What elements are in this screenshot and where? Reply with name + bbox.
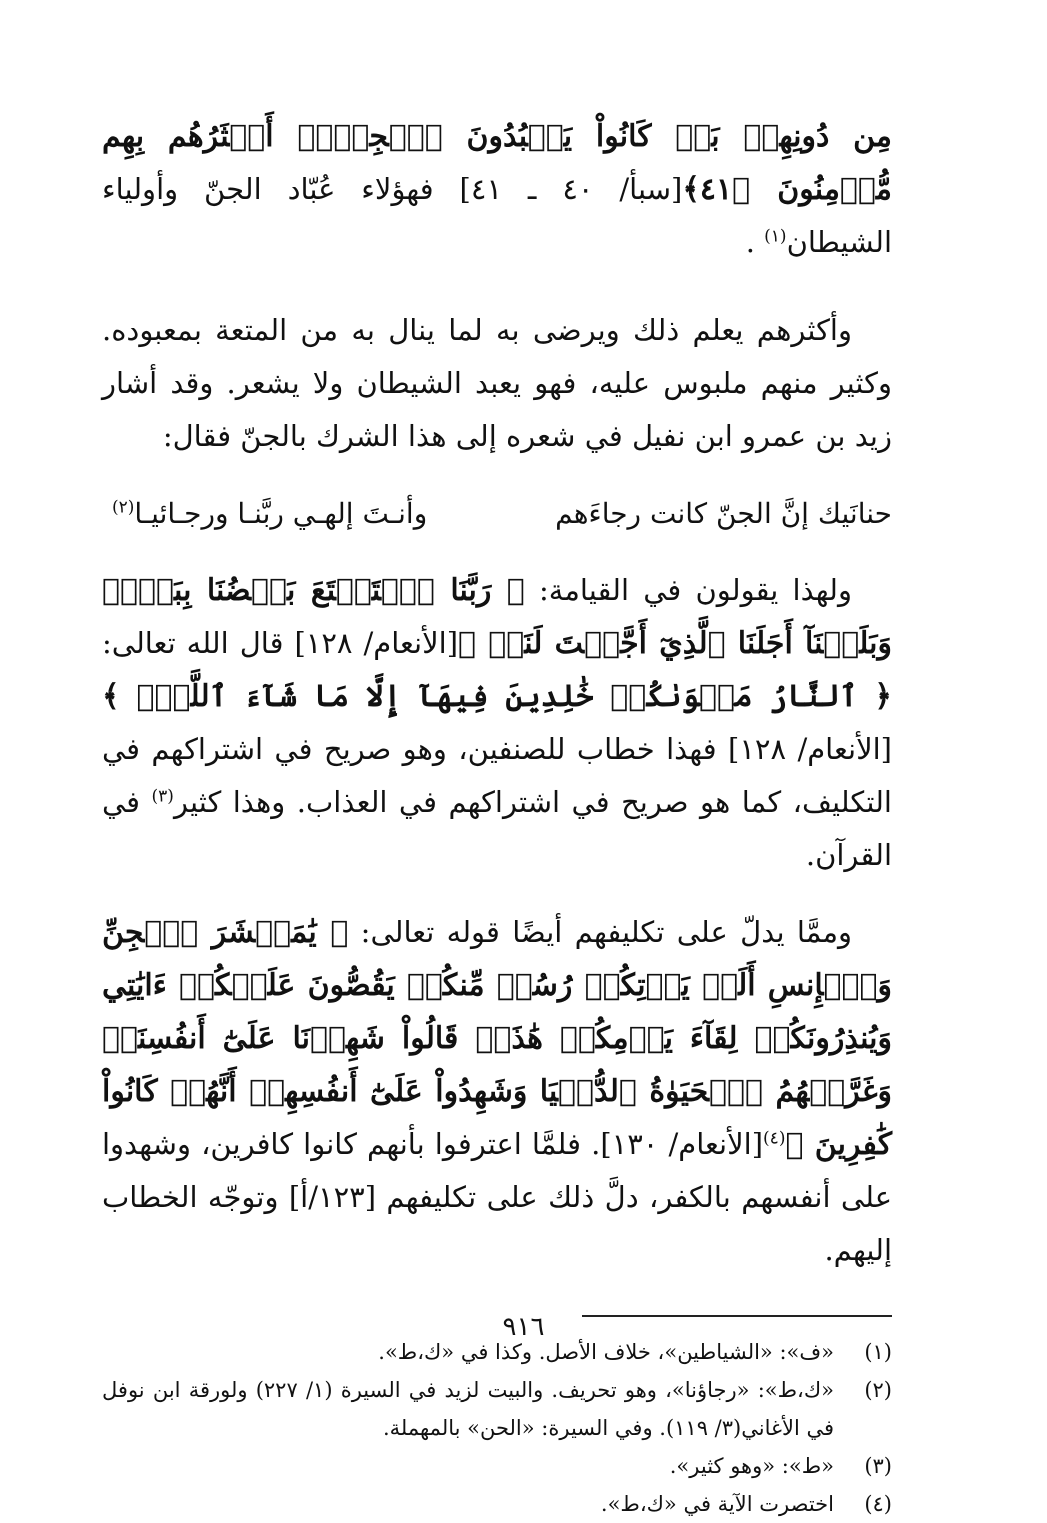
quran-verse: مِن دُونِهِمۖ بَلۡ كَانُواْ يَعۡبُدُونَ ٱلۡجِنَّۖ أَكۡثَرُهُم بِهِم مُّؤۡمِنُونَ ﴿٤١﴾ [102,119,892,207]
verse-first-hemistich: حنانَيك إنَّ الجنّ كانت رجاءَهم [555,497,892,530]
paragraph-text: [سبأ/ ٤٠ ـ ٤١] فهؤلاء عُبّاد الجنّ وأولياء الشيطان [102,172,892,259]
paragraph-text: في القرآن. [102,785,892,872]
paragraph-text: وممَّا يدلّ على تكليفهم أيضًا قوله تعالى: [348,915,852,949]
footnote-ref[interactable]: (١) [764,226,787,247]
page-body [102,110,892,1516]
footnote-text: «ك،ط»: «رجاؤنا»، وهو تحريف. والبيت لزيد في السيرة (١/ ٢٢٧) ولورقة ابن نوفل في الأغاني(٣/ ١١٩). وفي السيرة: «الحن» بالمهملة. [102,1378,834,1440]
footnote-ref[interactable]: (٣) [151,786,174,807]
paragraph-continuation [102,110,892,269]
footnote [102,1371,892,1447]
footnote-ref[interactable]: (٢) [112,497,135,518]
paragraph-text: [الأنعام/ ١٣٠]. فلمَّا اعترفوا بأنهم كانوا كافرين، وشهدوا على أنفسهم بالكفر، دلَّ ذلك على تكليفهم [١٢٣/أ] وتوجّه الخطاب إليهم. [102,1127,892,1267]
footnote [102,1485,892,1523]
footnote-number: (٣) [864,1454,892,1478]
footnote-text: اختصرت الآية في «ك،ط». [600,1492,834,1516]
paragraph-text: [الأنعام/ ١٢٨] فهذا خطاب للصنفين، وهو صريح في اشتراكهم في التكليف، كما هو صريح في اشتراكهم في العذاب. وهذا كثير [102,732,892,819]
footnote-number: (٤) [864,1492,892,1516]
page-number: ٩١٦ [502,1312,545,1342]
footnote-text: «ط»: «وهو كثير». [669,1454,834,1478]
quran-verse: ﴿ يَٰمَعۡشَرَ ٱلۡجِنِّ وَٱلۡإِنسِ أَلَمۡ يَأۡتِكُمۡ رُسُلٞ مِّنكُمۡ يَقُصُّونَ عَلَيۡكُمۡ ءَايَٰتِي وَيُنذِرُونَكُمۡ لِقَآءَ يَوۡمِكُمۡ هَٰذَاۚ قَالُواْ شَهِدۡنَا عَلَىٰٓ أَنفُسِنَاۖ وَغَرَّتۡهُمُ ٱلۡحَيَوٰةُ ٱلدُّنۡيَا وَشَهِدُواْ عَلَىٰٓ أَنفُسِهِمۡ أَنَّهُمۡ كَانُواْ كَٰفِرِينَ ﴾ [102,915,892,1162]
paragraph-text: . [745,225,765,259]
footnote [102,1447,892,1485]
verse-second-hemistich: وأنـتَ إلهـي ربَّنـا ورجـائيـا [134,497,428,530]
paragraph [102,906,892,1277]
footnote-number: (٢) [864,1378,892,1402]
footnote-number: (١) [864,1340,892,1364]
quran-verse: ﴿ رَبَّنَا ٱسۡتَمۡتَعَ بَعۡضُنَا بِبَعۡضٖ وَبَلَغۡنَآ أَجَلَنَا ٱلَّذِيٓ أَجَّلۡتَ لَنَاۚ ﴾ [102,573,892,661]
footnote-text: «ف»: «الشياطين»، خلاف الأصل. وكذا في «ك،ط». [378,1340,834,1364]
quran-verse: ﴿ ٱلنَّارُ مَثۡوَىٰكُمۡ خَٰلِدِينَ فِيهَآ إِلَّا مَا شَآءَ ٱللَّهُۚ ﴾ [102,679,892,714]
paragraph: وأكثرهم يعلم ذلك ويرضى به لما ينال به من المتعة بمعبوده. وكثير منهم ملبوس عليه، فهو يعبد الشيطان ولا يشعر. وقد أشار زيد بن عمرو ابن نفيل في شعره إلى هذا الشرك بالجنّ فقال: [102,313,892,453]
paragraph-text: [الأنعام/ ١٢٨] قال الله تعالى: [102,626,459,660]
paragraph [102,564,892,882]
footnote-ref[interactable]: (٤) [763,1128,786,1149]
paragraph-text: ولهذا يقولون في القيامة: [524,573,852,607]
poetry-verse [102,487,892,540]
footnotes [102,1333,892,1523]
